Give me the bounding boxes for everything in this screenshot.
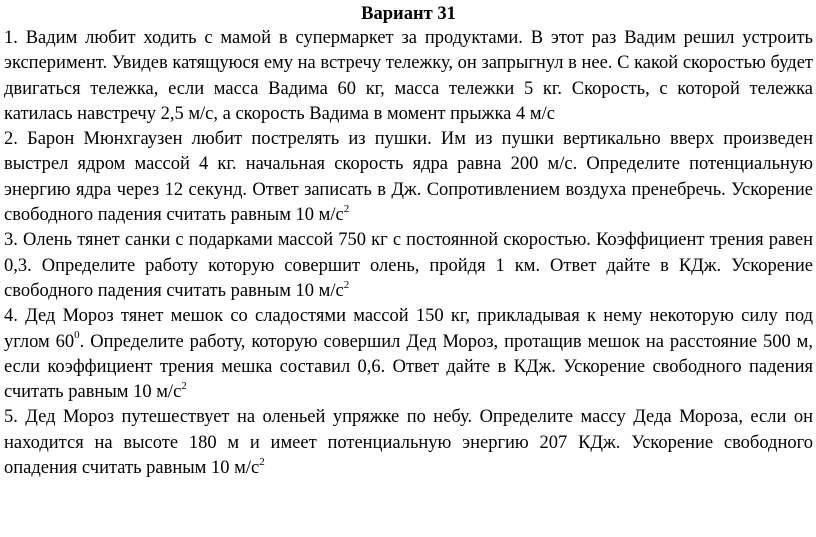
variant-title: Вариант 31 xyxy=(361,4,456,24)
problem-4-text: . Определите работу, которую совершил Дед Мороз, протащив мешок на расстояние 500 м, если коэффициент трения мешка составил 0,6. Ответ дайте в КДж. Ускорение свободного падения считать равным 10 м/с xyxy=(4,331,813,403)
problem-4-degree-sign: 0 xyxy=(74,329,80,342)
problem-3 xyxy=(4,228,813,304)
problem-4 xyxy=(4,304,813,405)
problem-1 xyxy=(4,26,813,127)
problem-3-text: 3. Олень тянет санки с подарками массой 750 кг с постоянной скоростью. Коэффициент трения равен 0,3. Определите работу которую совершит олень, пройдя 1 км. Ответ дайте в КДж. Ускорение свободного падения считать равным 10 м/с xyxy=(4,230,813,301)
problem-4-text-before: 4. Дед Мороз тянет мешок со сладостями массой 150 кг, прикладывая к нему некоторую силу под углом 60 xyxy=(4,306,813,352)
problem-5 xyxy=(4,405,813,481)
problem-1-text: 1. Вадим любит ходить с мамой в супермаркет за продуктами. В этот раз Вадим решил устроить эксперимент. Увидев катящуюся ему на встречу тележку, он запрыгнул в нее. С какой скоростью будет двигаться тележка, если масса Вадима 60 кг, масса тележки 5 кг. Скорость, с которой тележка катилась навстречу 2,5 м/с, а скорость Вадима в момент прыжка 4 м/с xyxy=(4,28,813,124)
problem-3-exponent: 2 xyxy=(343,278,350,291)
problem-5-text: 5. Дед Мороз путешествует на оленьей упряжке по небу. Определите массу Деда Мороза, если он находится на высоте 180 м и имеет потенциальную энергию 207 КДж. Ускорение свободного опадения считать равным 10 м/с xyxy=(4,407,813,479)
problem-2-exponent: 2 xyxy=(343,202,350,215)
problem-5-exponent: 2 xyxy=(259,455,265,468)
problem-4-exponent: 2 xyxy=(181,380,187,392)
problem-2 xyxy=(4,127,813,228)
problem-2-text: 2. Барон Мюнхгаузен любит пострелять из пушки. Им из пушки вертикально вверх произведен выстрел ядром массой 4 кг. начальная скорость ядра равна 200 м/с. Определите потенциальную энергию ядра через 12 секунд. Ответ записать в Дж. Сопротивлением воздуха пренебречь. Ускорение свободного падения считать равным 10 м/с xyxy=(4,129,813,226)
